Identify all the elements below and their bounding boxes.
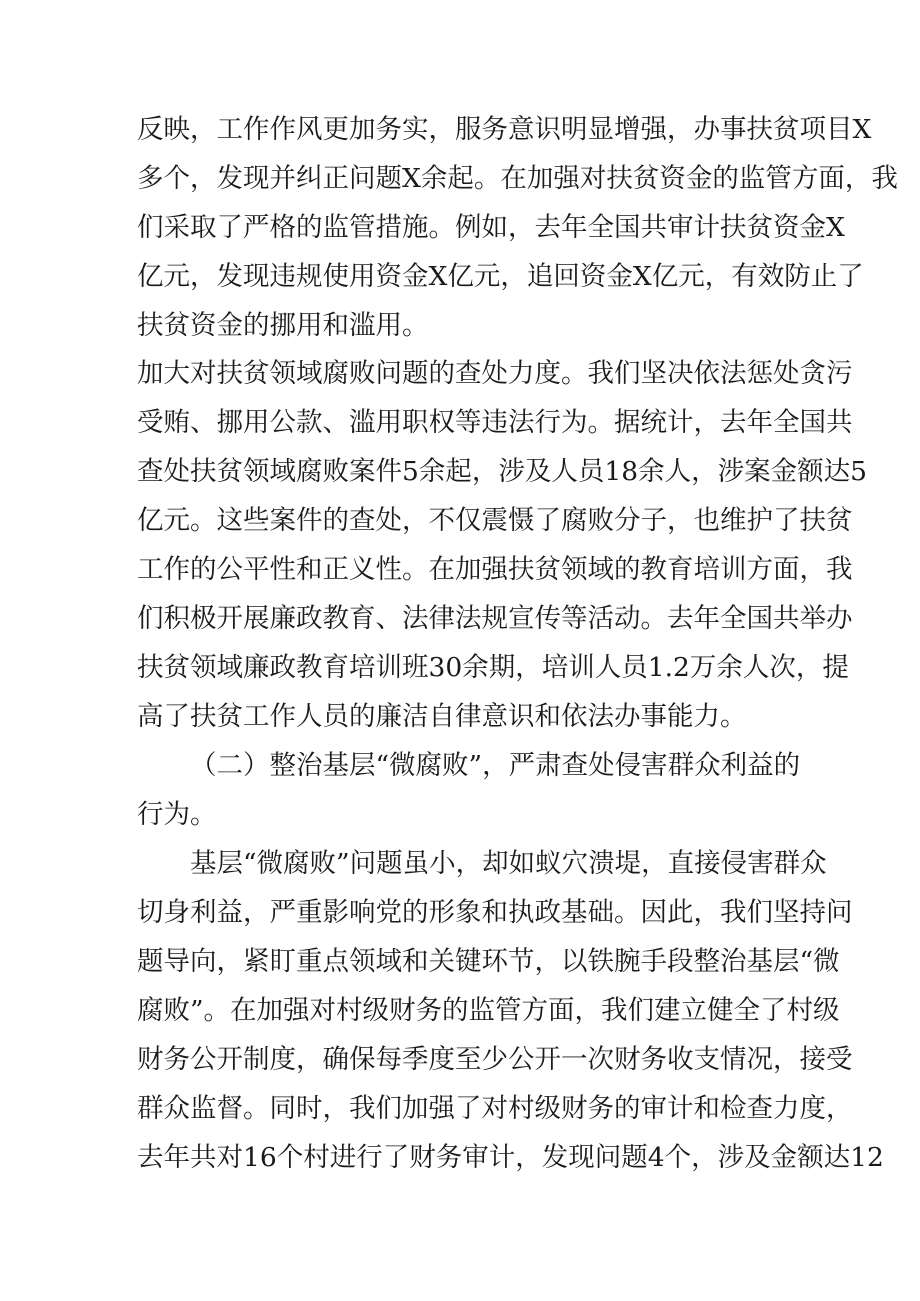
paragraph-line: 工作的公平性和正义性。在加强扶贫领域的教育培训方面，我	[137, 554, 853, 585]
section-heading: 行为。	[137, 799, 217, 830]
paragraph-line: 高了扶贫工作人员的廉洁自律意识和依法办事能力。	[137, 701, 747, 732]
paragraph-line: 腐败”。在加强对村级财务的监管方面，我们建立健全了村级	[137, 995, 840, 1026]
paragraph-line: 扶贫资金的挪用和滥用。	[137, 310, 429, 341]
paragraph-line: 们采取了严格的监管措施。例如，去年全国共审计扶贫资金X	[137, 212, 845, 243]
paragraph-line: 反映，工作作风更加务实，服务意识明显增强，办事扶贫项目X	[137, 114, 872, 145]
paragraph-line: 多个，发现并纠正问题X余起。在加强对扶贫资金的监管方面，我	[137, 163, 898, 194]
paragraph-line: 群众监督。同时，我们加强了对村级财务的审计和检查力度，	[137, 1093, 853, 1124]
paragraph-line: 切身利益，严重影响党的形象和执政基础。因此，我们坚持问	[137, 897, 853, 928]
paragraph-line: 亿元，发现违规使用资金X亿元，追回资金X亿元，有效防止了	[137, 261, 864, 292]
paragraph-line: 去年共对16个村进行了财务审计，发现问题4个，涉及金额达12	[137, 1142, 884, 1173]
paragraph-line: 查处扶贫领域腐败案件5余起，涉及人员18余人，涉案金额达5	[137, 456, 867, 487]
paragraph-line: 受贿、挪用公款、滥用职权等违法行为。据统计，去年全国共	[137, 407, 853, 438]
section-heading: （二）整治基层“微腐败”，严肃查处侵害群众利益的	[190, 750, 801, 781]
paragraph-line: 财务公开制度，确保每季度至少公开一次财务收支情况，接受	[137, 1044, 853, 1075]
paragraph-line: 们积极开展廉政教育、法律法规宣传等活动。去年全国共举办	[137, 603, 853, 634]
paragraph-line: 加大对扶贫领域腐败问题的查处力度。我们坚决依法惩处贪污	[137, 358, 853, 389]
paragraph-line: 亿元。这些案件的查处，不仅震慑了腐败分子，也维护了扶贫	[137, 505, 853, 536]
paragraph-line: 基层“微腐败”问题虽小，却如蚁穴溃堤，直接侵害群众	[190, 848, 827, 879]
paragraph-line: 扶贫领域廉政教育培训班30余期，培训人员1.2万余人次，提	[137, 652, 849, 683]
paragraph-line: 题导向，紧盯重点领域和关键环节，以铁腕手段整治基层“微	[137, 946, 840, 977]
